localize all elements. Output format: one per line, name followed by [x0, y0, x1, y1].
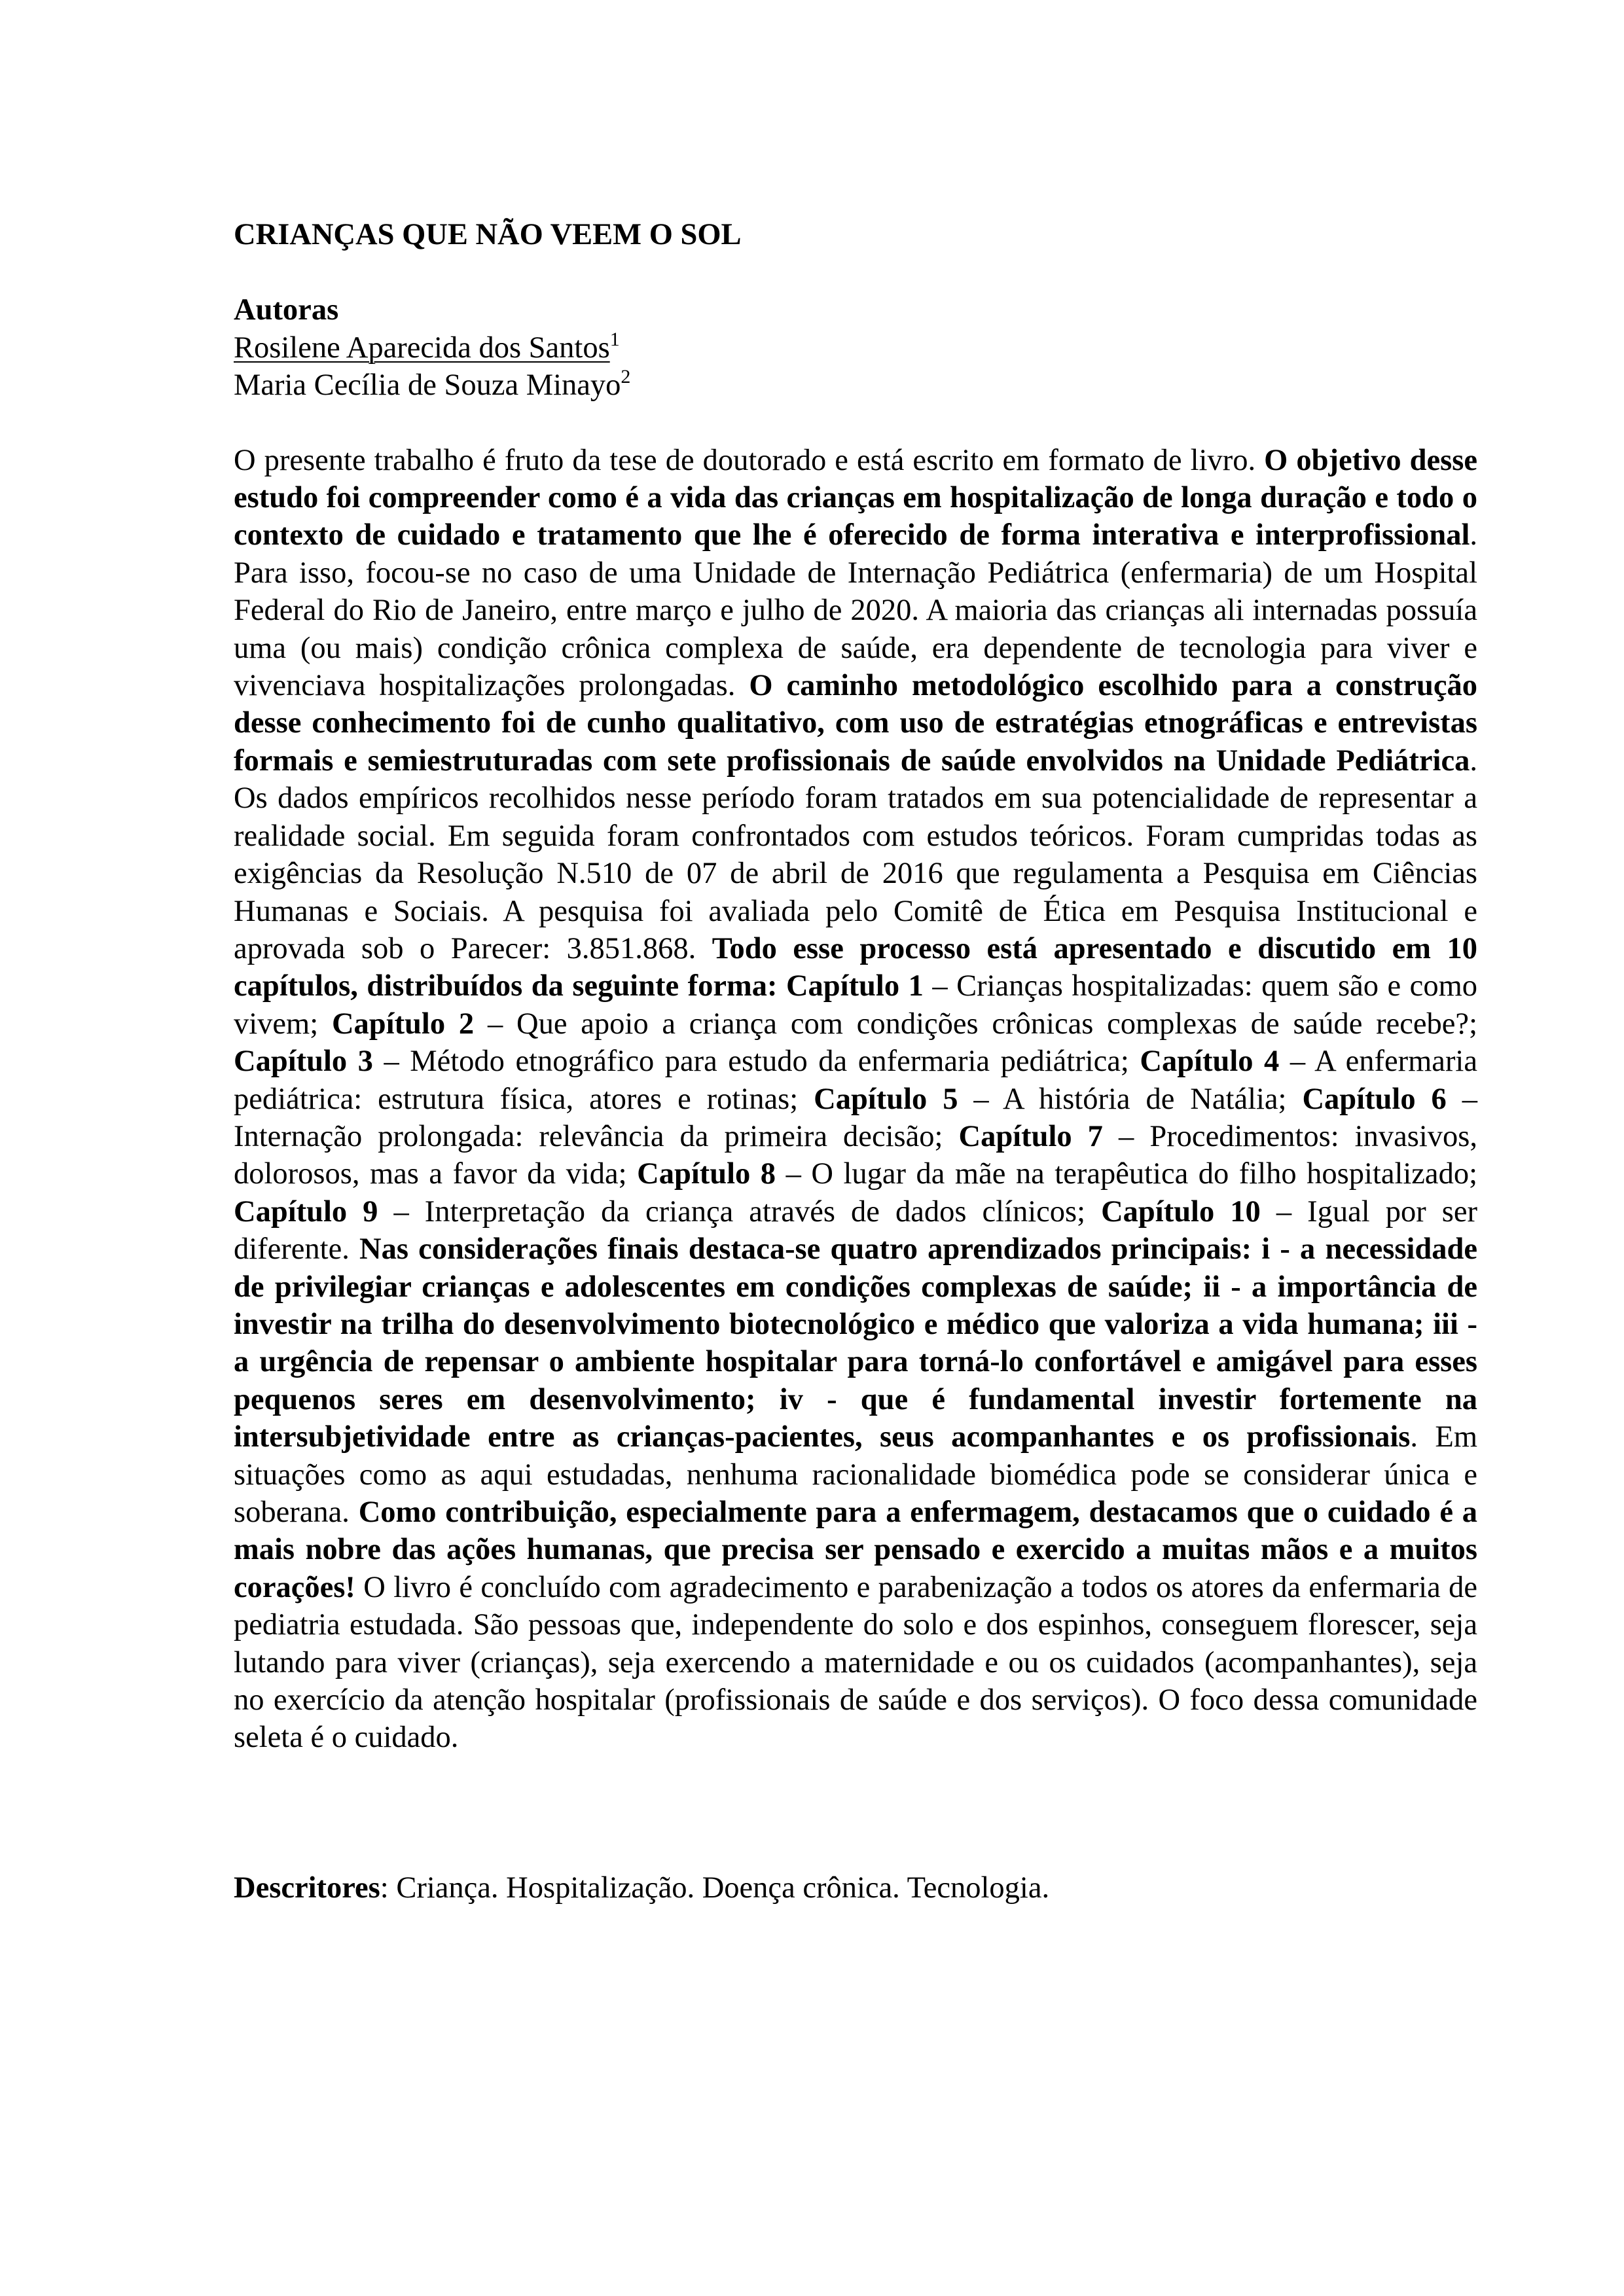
keywords-label: Descritores [234, 1871, 380, 1905]
chapter-label: Capítulo 2 [331, 1007, 475, 1041]
chapter-label: Capítulo 10 [1101, 1194, 1261, 1229]
abstract-bold-text: O objetivo desse estudo foi compreender como é a vida das crianças em hospitalização de longa duração e todo o contexto de cuidado e tratamento que lhe é oferecido de forma interativa e interprofissional [234, 443, 1477, 552]
abstract-bold-text: Nas considerações finais destaca-se quatro aprendizados principais: i - a necessidade de privilegiar crianças e adolescentes em condições complexas de saúde; ii - a importância de investir na trilha do desenvolvimento biotecnológico e médico que valoriza a vida humana; iii - a urgência de repensar o ambiente hospitalar para torná-lo confortável e amigável para esses pequenos seres em desenvolvimento; iv - que é fundamental investir fortemente na intersubjetividade entre as crianças-pacientes, seus acompanhantes e os profissionais [234, 1232, 1477, 1454]
abstract-text: – O lugar da mãe na terapêutica do filho hospitalizado; [776, 1157, 1477, 1191]
chapter-label: Capítulo 5 [814, 1082, 958, 1116]
author-2-note: 2 [621, 366, 631, 388]
abstract-text: O presente trabalho é fruto da tese de doutorado e está escrito em formato de livro. [234, 443, 1265, 477]
chapter-label: Capítulo 9 [234, 1194, 378, 1229]
keywords-line [234, 1869, 1477, 1907]
chapter-label: Capítulo 6 [1302, 1082, 1447, 1116]
abstract-text: – Crianças hospitalizadas: quem são e como vivem; [234, 969, 1477, 1041]
abstract-text: . Em situações como as aqui estudadas, nenhuma racionalidade biomédica pode se considerar única e soberana. [234, 1420, 1477, 1529]
abstract-text: – Internação prolongada: relevância da primeira decisão; [234, 1082, 1477, 1153]
chapter-label: Capítulo 8 [637, 1157, 776, 1191]
abstract-text: – Método etnográfico para estudo da enfermaria pediátrica; [372, 1045, 1140, 1079]
author-1-name: Rosilene Aparecida dos Santos [234, 331, 610, 365]
authors-heading: Autoras [234, 293, 339, 327]
abstract-bold-text: Como contribuição, especialmente para a enfermagem, destacamos que o cuidado é a mais nobre das ações humanas, que precisa ser pensado e exercido a muitas mãos e a muitos corações! [234, 1496, 1478, 1604]
abstract-text: O livro é concluído com agradecimento e parabenização a todos os atores da enfermaria de pediatria estudada. São pessoas que, independente do solo e dos espinhos, conseguem florescer, seja lutando para viver (crianças), seja exercendo a maternidade e ou os cuidados (acompanhantes), seja no exercício da atenção hospitalar (profissionais de saúde e dos serviços). O foco dessa comunidade seleta é o cuidado. [234, 1570, 1477, 1755]
abstract-bold-text: Todo esse processo está apresentado e discutido em 10 capítulos, distribuídos da seguinte forma: Capítulo 1 [234, 931, 1477, 1003]
abstract-bold-text: O caminho metodológico escolhido para a construção desse conhecimento foi de cunho qualitativo, com uso de estratégias etnográficas e entrevistas formais e semiestruturadas com sete profissionais de saúde envolvidos na Unidade Pediátrica [234, 669, 1477, 778]
abstract-text: – Interpretação da criança através de dados clínicos; [378, 1194, 1102, 1229]
abstract-text: – Igual por ser diferente. [234, 1194, 1477, 1266]
abstract-text: . Os dados empíricos recolhidos nesse período foram tratados em sua potencialidade de representar a realidade social. Em seguida foram confrontados com estudos teóricos. Foram cumpridas todas as exigências da Resolução N.510 de 07 de abril de 2016 que regulamenta a Pesquisa em Ciências Humanas e Sociais. A pesquisa foi avaliada pelo Comitê de Ética em Pesquisa Institucional e aprovada sob o Parecer: 3.851.868. [234, 744, 1477, 965]
document-title: CRIANÇAS QUE NÃO VEEM O SOL [234, 218, 742, 251]
authors-section [234, 291, 1477, 404]
chapter-label: Capítulo 7 [958, 1119, 1103, 1153]
abstract-text: . Para isso, focou-se no caso de uma Unidade de Internação Pediátrica (enfermaria) de um Hospital Federal do Rio de Janeiro, entre março e julho de 2020. A maioria das crianças ali internadas possuía uma (ou mais) condição crônica complexa de saúde, era dependente de tecnologia para viver e vivenciava hospitalizações prolongadas. [234, 518, 1477, 703]
author-2-name: Maria Cecília de Souza Minayo [234, 368, 621, 403]
abstract-text: – A história de Natália; [958, 1082, 1303, 1116]
chapter-label: Capítulo 3 [234, 1045, 373, 1079]
document-page [234, 216, 1477, 1907]
author-1 [234, 329, 1477, 367]
abstract-text: – A enfermaria pediátrica: estrutura física, atores e rotinas; [234, 1045, 1477, 1116]
chapter-label: Capítulo 4 [1140, 1045, 1280, 1079]
keywords-text: : Criança. Hospitalização. Doença crônica. Tecnologia. [380, 1871, 1050, 1905]
author-2 [234, 367, 1477, 404]
abstract-paragraph [234, 442, 1477, 1757]
author-1-note: 1 [609, 328, 620, 350]
abstract-text: – Que apoio a criança com condições crônicas complexas de saúde recebe?; [474, 1007, 1477, 1041]
abstract-text: – Procedimentos: invasivos, dolorosos, mas a favor da vida; [234, 1119, 1477, 1191]
